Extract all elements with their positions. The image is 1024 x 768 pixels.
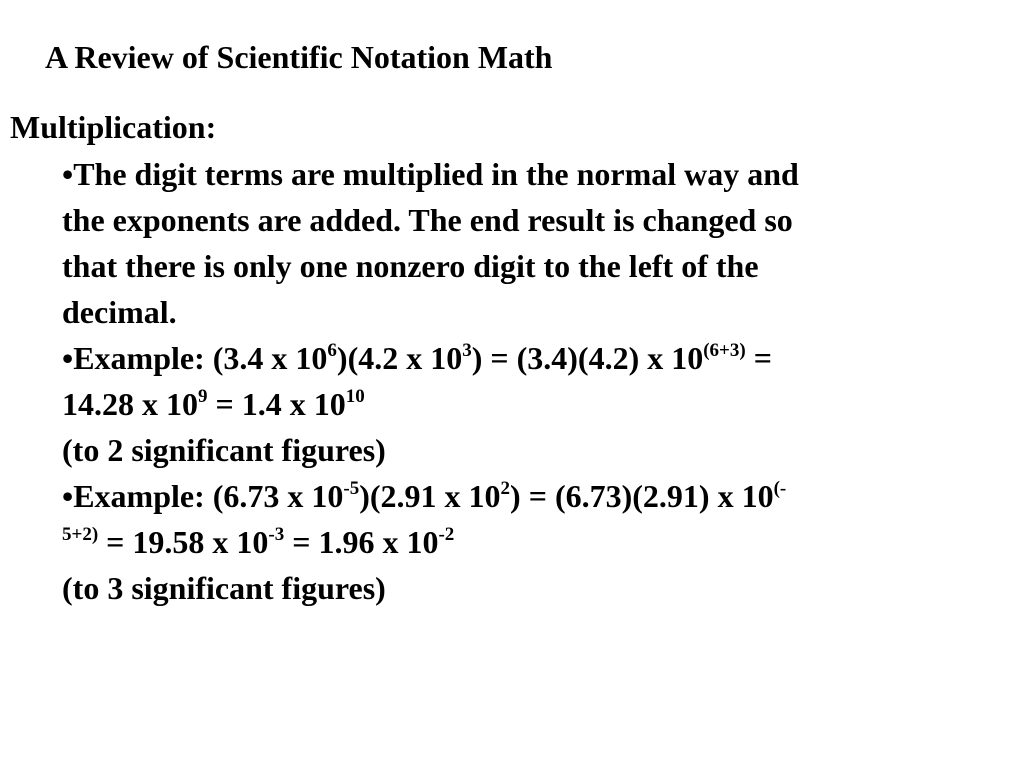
- example1-text-a: •Example: (3.4 x 10: [62, 340, 328, 376]
- bullet1-line1: •The digit terms are multiplied in the normal way and: [62, 156, 799, 192]
- example2-text-e: = 19.58 x 10: [98, 524, 269, 560]
- bullet1-line3: that there is only one nonzero digit to the left of the: [62, 248, 759, 284]
- example1-exp-a: 6: [327, 340, 337, 361]
- example2-line2: [62, 519, 1002, 565]
- example2-exp-a: -5: [343, 478, 360, 499]
- example2-exp-d: 5+2): [62, 524, 99, 545]
- example2-line1: [62, 473, 1002, 519]
- example1-text-f: = 1.4 x 10: [207, 386, 346, 422]
- example2-exp-c: (-: [773, 478, 787, 499]
- example1-text-d: =: [745, 340, 772, 376]
- slide-title: A Review of Scientific Notation Math: [45, 39, 553, 75]
- example1-exp-b: 3: [462, 340, 472, 361]
- example1-line1: [62, 335, 1002, 381]
- example2-exp-b: 2: [500, 478, 511, 499]
- example1-exp-f: 10: [345, 386, 365, 407]
- example1-exp-c: (6+3): [703, 340, 746, 361]
- example2-exp-f: -2: [438, 524, 455, 545]
- example1-line2: [62, 381, 1002, 427]
- example2-text-f: = 1.96 x 10: [284, 524, 439, 560]
- example1-text-c: ) = (3.4)(4.2) x 10: [471, 340, 704, 376]
- example2-note: (to 3 significant figures): [62, 570, 386, 606]
- example1-note: (to 2 significant figures): [62, 432, 386, 468]
- slide-body: [62, 151, 1002, 611]
- example1-text-b: )(4.2 x 10: [336, 340, 463, 376]
- bullet1-line4: decimal.: [62, 294, 177, 330]
- example1-exp-e: 9: [198, 386, 208, 407]
- example1-text-e: 14.28 x 10: [62, 386, 198, 422]
- example2-text-a: •Example: (6.73 x 10: [62, 478, 344, 514]
- section-heading: Multiplication:: [10, 109, 217, 145]
- example2-text-c: ) = (6.73)(2.91) x 10: [510, 478, 774, 514]
- example2-exp-e: -3: [268, 524, 285, 545]
- example2-text-b: )(2.91 x 10: [359, 478, 501, 514]
- bullet1-line2: the exponents are added. The end result is changed so: [62, 202, 793, 238]
